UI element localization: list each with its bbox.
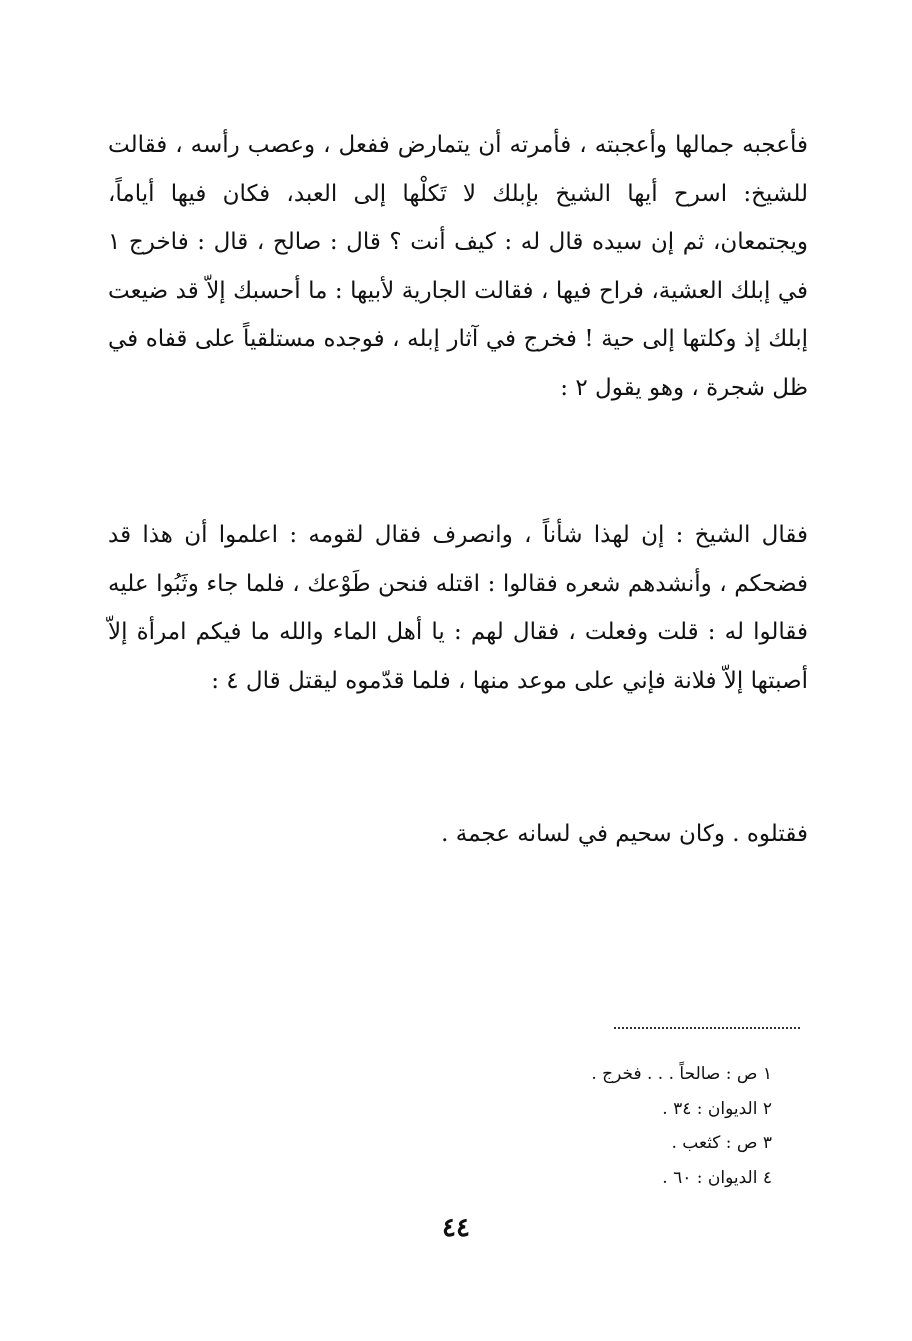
footnote-4: ٤ الديوان : ٦٠ . (662, 1168, 772, 1188)
footnote-separator (614, 1027, 800, 1029)
paragraph-3: فقتلوه . وكان سحيم في لسانه عجمة . (441, 821, 808, 847)
paragraph-1: فأعجبه جمالها وأعجبته ، فأمرته أن يتمارض ففعل ، وعصب رأسه ، فقالت للشيخ: اسرح أيها الشيخ بإبلك لا تَكلْها إلى العبد، فكان فيها أياماً، ويجتمعان، ثم إن سيده قال له : كيف أنت ؟ قال : صالح ، قال : فاخرج ١ في إبلك العشية، فراح فيها ، فقالت الجارية لأبيها : ما أحسبك إلاّ قد ضيعت إبلك إذ وكلتها إلى حية ! فخرج في آثار إبله ، فوجده مستلقياً على قفاه في ظل شجرة ، وهو يقول ٢ : (108, 132, 809, 401)
footnote-1: ١ ص : صالحاً . . . فخرج . (591, 1064, 772, 1084)
page-number: ٤٤ (442, 1213, 470, 1243)
footnote-3: ٣ ص : كثعب . (671, 1133, 772, 1153)
paragraph-2: فقال الشيخ : إن لهذا شأناً ، وانصرف فقال لقومه : اعلموا أن هذا قد فضحكم ، وأنشدهم شعره فقالوا : اقتله فنحن طَوْعك ، فلما جاء وثَبُوا عليه فقالوا له : قلت وفعلت ، فقال لهم : يا أهل الماء والله ما فيكم امرأة إلاّ أصبتها إلاّ فلانة فإني على موعد منها ، فلما قدّموه ليقتل قال ٤ : (108, 522, 808, 694)
footnote-2: ٢ الديوان : ٣٤ . (662, 1099, 772, 1119)
